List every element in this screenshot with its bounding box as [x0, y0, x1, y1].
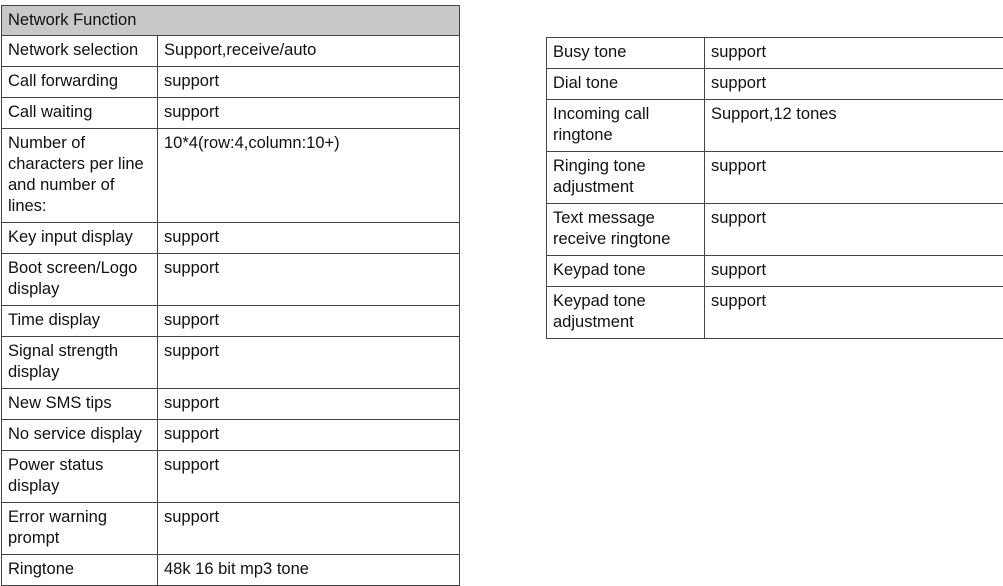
feature-cell: Incoming call ringtone — [547, 100, 705, 152]
feature-cell: Ringtone — [2, 555, 158, 586]
value-cell: support — [705, 38, 1003, 69]
table-row — [2, 223, 460, 254]
value-cell: support — [705, 204, 1003, 256]
feature-cell: Error warning prompt — [2, 503, 158, 555]
feature-cell: Call waiting — [2, 98, 158, 129]
table-row — [2, 36, 460, 67]
table-row — [2, 337, 460, 389]
feature-cell: Keypad tone adjustment — [547, 287, 705, 339]
table-row — [2, 389, 460, 420]
table-row — [547, 69, 1003, 100]
table-title: Network Function — [2, 6, 460, 36]
table-row — [2, 254, 460, 306]
table-row — [547, 204, 1003, 256]
table-row — [2, 306, 460, 337]
value-cell: support — [705, 256, 1003, 287]
value-cell: 48k 16 bit mp3 tone — [158, 555, 460, 586]
table-row — [547, 287, 1003, 339]
feature-cell: Time display — [2, 306, 158, 337]
network-function-table — [1, 5, 460, 586]
table-row — [2, 503, 460, 555]
feature-cell: Busy tone — [547, 38, 705, 69]
feature-cell: Number of characters per line and number of lines: — [2, 129, 158, 223]
value-cell: support — [705, 69, 1003, 100]
value-cell: support — [158, 389, 460, 420]
table-row — [547, 152, 1003, 204]
value-cell: support — [158, 223, 460, 254]
value-cell: support — [158, 451, 460, 503]
table-row — [2, 420, 460, 451]
feature-cell: Keypad tone — [547, 256, 705, 287]
table-row — [2, 129, 460, 223]
feature-cell: Dial tone — [547, 69, 705, 100]
feature-cell: No service display — [2, 420, 158, 451]
feature-cell: Power status display — [2, 451, 158, 503]
value-cell: support — [158, 420, 460, 451]
value-cell: support — [158, 98, 460, 129]
table-header-row — [2, 6, 460, 36]
value-cell: 10*4(row:4,column:10+) — [158, 129, 460, 223]
value-cell: support — [158, 337, 460, 389]
feature-cell: Call forwarding — [2, 67, 158, 98]
table-row — [2, 451, 460, 503]
value-cell: support — [158, 254, 460, 306]
value-cell: Support,receive/auto — [158, 36, 460, 67]
table-row — [547, 38, 1003, 69]
value-cell: Support,12 tones — [705, 100, 1003, 152]
table-row — [547, 256, 1003, 287]
value-cell: support — [705, 287, 1003, 339]
feature-cell: Ringing tone adjustment — [547, 152, 705, 204]
audio-function-table — [546, 37, 1003, 339]
table-row — [2, 98, 460, 129]
value-cell: support — [158, 67, 460, 98]
feature-cell: Boot screen/Logo display — [2, 254, 158, 306]
table-row — [2, 67, 460, 98]
feature-cell: Network selection — [2, 36, 158, 67]
feature-cell: New SMS tips — [2, 389, 158, 420]
table-row — [547, 100, 1003, 152]
feature-cell: Text message receive ringtone — [547, 204, 705, 256]
value-cell: support — [158, 503, 460, 555]
value-cell: support — [705, 152, 1003, 204]
value-cell: support — [158, 306, 460, 337]
feature-cell: Key input display — [2, 223, 158, 254]
feature-cell: Signal strength display — [2, 337, 158, 389]
